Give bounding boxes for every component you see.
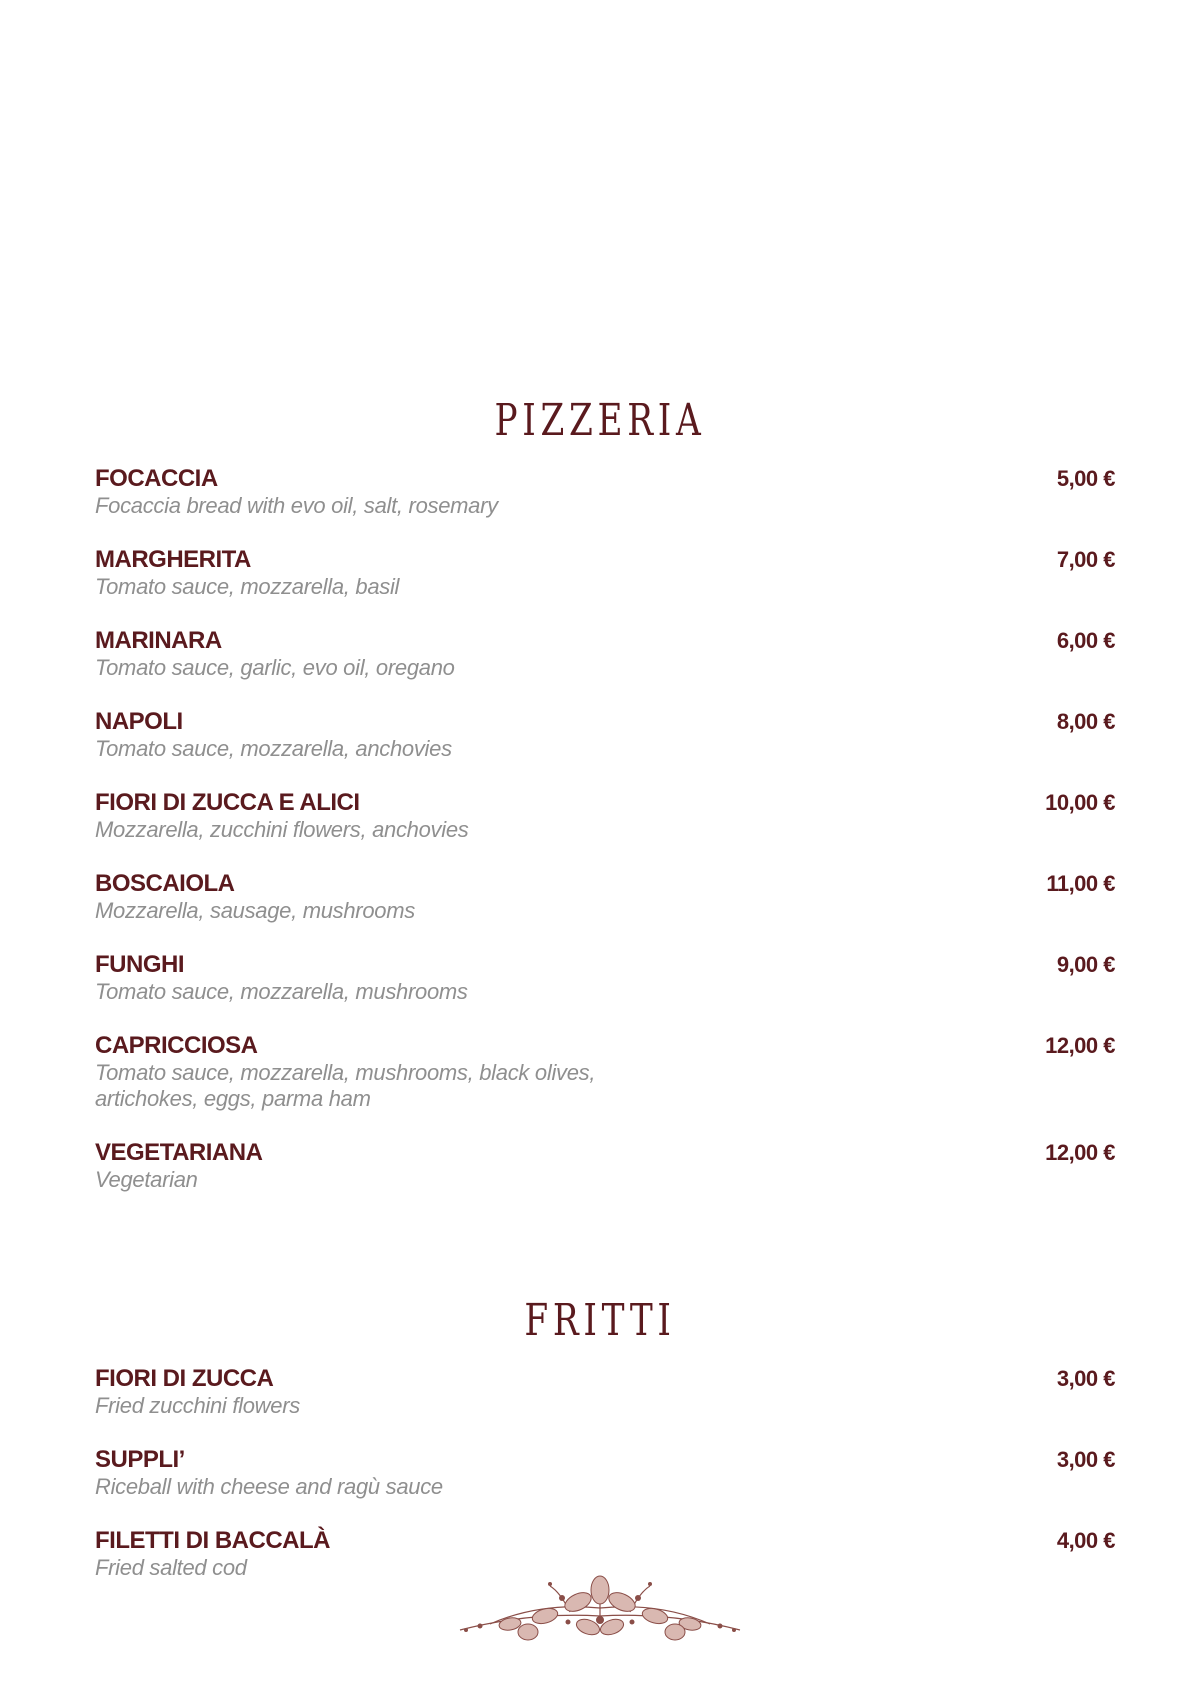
floral-garland-icon: [450, 1572, 750, 1650]
menu-item-price: 6,00 €: [1056, 628, 1115, 653]
menu-item: [95, 546, 1115, 600]
menu-item: [95, 465, 1115, 519]
menu-item-price: 10,00 €: [1045, 790, 1115, 815]
menu-item-description: Focaccia bread with evo oil, salt, rosemary: [95, 493, 498, 518]
menu-item: [95, 870, 1115, 924]
menu-item-price: 3,00 €: [1056, 1366, 1115, 1391]
menu-item: [95, 708, 1115, 762]
menu-item-name: VEGETARIANA: [95, 1139, 263, 1166]
menu-item-name: BOSCAIOLA: [95, 870, 235, 897]
menu-item-name: FIORI DI ZUCCA: [95, 1365, 274, 1392]
menu-item-name: FIORI DI ZUCCA E ALICI: [95, 789, 360, 816]
menu-item-name: SUPPLI’: [95, 1446, 185, 1473]
menu-item: [95, 1032, 1115, 1112]
menu-item: [95, 789, 1115, 843]
menu-item-price: 12,00 €: [1045, 1033, 1115, 1058]
menu-item-description: Fried salted cod: [95, 1555, 247, 1580]
menu-item-price: 8,00 €: [1056, 709, 1115, 734]
menu-item-price: 11,00 €: [1046, 871, 1115, 896]
menu-item-description: Mozzarella, sausage, mushrooms: [95, 898, 415, 923]
menu-item-price: 9,00 €: [1056, 952, 1115, 977]
menu-item-description: Vegetarian: [95, 1167, 198, 1192]
menu-item-price: 12,00 €: [1045, 1140, 1115, 1165]
menu-list-pizzeria: [95, 465, 1115, 1220]
menu-item: [95, 1139, 1115, 1193]
menu-item: [95, 951, 1115, 1005]
menu-item-name: MARINARA: [95, 627, 222, 654]
menu-item-description: Tomato sauce, mozzarella, mushrooms, black olives, artichokes, eggs, parma ham: [95, 1060, 596, 1111]
menu-item-name: FOCACCIA: [95, 465, 218, 492]
menu-item-description: Tomato sauce, garlic, evo oil, oregano: [95, 655, 455, 680]
section-title-fritti: FRITTI: [524, 1294, 676, 1346]
menu-item-description: Tomato sauce, mozzarella, anchovies: [95, 736, 452, 761]
menu-item-name: FUNGHI: [95, 951, 184, 978]
menu-item-description: Fried zucchini flowers: [95, 1393, 300, 1418]
menu-item-description: Mozzarella, zucchini flowers, anchovies: [95, 817, 469, 842]
menu-item-name: MARGHERITA: [95, 546, 251, 573]
menu-item-description: Riceball with cheese and ragù sauce: [95, 1474, 443, 1499]
menu-item-price: 3,00 €: [1056, 1447, 1115, 1472]
menu-item-description: Tomato sauce, mozzarella, basil: [95, 574, 400, 599]
menu-item: [95, 1365, 1115, 1419]
menu-item-price: 7,00 €: [1056, 547, 1115, 572]
section-title-pizzeria: PIZZERIA: [494, 394, 706, 446]
menu-item-name: FILETTI DI BACCALÀ: [95, 1527, 330, 1554]
menu-item-name: CAPRICCIOSA: [95, 1032, 258, 1059]
menu-item: [95, 1446, 1115, 1500]
menu-item-name: NAPOLI: [95, 708, 183, 735]
menu-item-description: Tomato sauce, mozzarella, mushrooms: [95, 979, 468, 1004]
menu-item: [95, 627, 1115, 681]
menu-item-price: 4,00 €: [1056, 1528, 1115, 1553]
menu-item-price: 5,00 €: [1056, 466, 1115, 491]
